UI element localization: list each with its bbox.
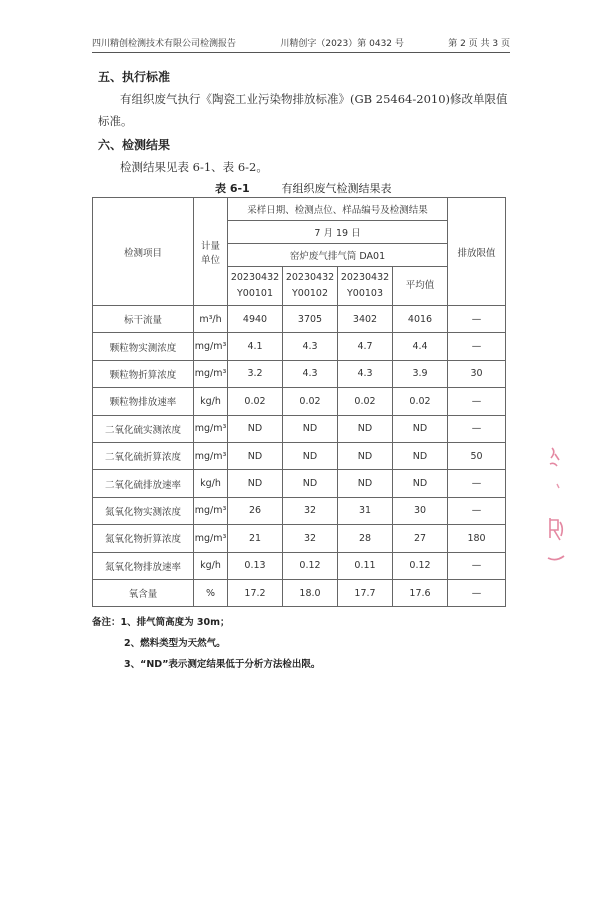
row-value-2: 4.3 bbox=[283, 333, 338, 360]
row-unit: mg/m³ bbox=[194, 497, 228, 524]
row-item: 二氧化硫排放速率 bbox=[93, 470, 194, 497]
row-limit: — bbox=[448, 470, 506, 497]
row-value-2: ND bbox=[283, 415, 338, 442]
header-point: 窑炉废气排气筒 DA01 bbox=[228, 244, 448, 267]
row-value-3: 4.7 bbox=[338, 333, 393, 360]
table-row bbox=[93, 552, 506, 579]
row-unit: kg/h bbox=[194, 552, 228, 579]
row-value-3: 17.7 bbox=[338, 579, 393, 606]
row-unit: mg/m³ bbox=[194, 360, 228, 387]
row-value-3: 4.3 bbox=[338, 360, 393, 387]
row-unit: kg/h bbox=[194, 470, 228, 497]
row-item: 氧含量 bbox=[93, 579, 194, 606]
row-value-2: ND bbox=[283, 442, 338, 469]
header-sample-3: 20230432 Y00103 bbox=[338, 267, 393, 306]
row-item: 标干流量 bbox=[93, 306, 194, 333]
row-average: 27 bbox=[393, 525, 448, 552]
row-average: ND bbox=[393, 442, 448, 469]
row-item: 氮氧化物折算浓度 bbox=[93, 525, 194, 552]
row-item: 氮氧化物排放速率 bbox=[93, 552, 194, 579]
table-row bbox=[93, 579, 506, 606]
header-group: 采样日期、检测点位、样品编号及检测结果 bbox=[228, 198, 448, 221]
row-value-2: 0.12 bbox=[283, 552, 338, 579]
row-value-1: ND bbox=[228, 470, 283, 497]
header-date: 7 月 19 日 bbox=[228, 221, 448, 244]
table-caption-number: 表 6-1 bbox=[215, 182, 250, 195]
row-average: 0.02 bbox=[393, 388, 448, 415]
header-sample-2: 20230432 Y00102 bbox=[283, 267, 338, 306]
header-limit: 排放限值 bbox=[448, 198, 506, 306]
row-value-1: 0.02 bbox=[228, 388, 283, 415]
row-item: 氮氧化物实测浓度 bbox=[93, 497, 194, 524]
row-limit: — bbox=[448, 306, 506, 333]
section5-title: 五、执行标准 bbox=[98, 70, 171, 84]
table-row bbox=[93, 333, 506, 360]
row-value-3: ND bbox=[338, 415, 393, 442]
row-average: 0.12 bbox=[393, 552, 448, 579]
row-average: 17.6 bbox=[393, 579, 448, 606]
note-item-2: 2、燃料类型为天然气。 bbox=[124, 638, 226, 649]
table-row bbox=[93, 415, 506, 442]
row-limit: — bbox=[448, 552, 506, 579]
note-item-1: 1、排气筒高度为 30m； bbox=[120, 617, 230, 628]
row-unit: % bbox=[194, 579, 228, 606]
row-value-1: 17.2 bbox=[228, 579, 283, 606]
row-value-3: 0.02 bbox=[338, 388, 393, 415]
section5-text-content: 有组织废气执行《陶瓷工业污染物排放标准》(GB 25464-2010)修改单限值标准。 bbox=[98, 92, 508, 128]
row-unit: m³/h bbox=[194, 306, 228, 333]
table-row bbox=[93, 388, 506, 415]
note-line-1 bbox=[92, 612, 320, 633]
table-row bbox=[93, 306, 506, 333]
table-row bbox=[93, 442, 506, 469]
row-item: 二氧化硫折算浓度 bbox=[93, 442, 194, 469]
header-report-no: 川精创字（2023）第 0432 号 bbox=[280, 39, 404, 49]
header-page-info: 第 2 页 共 3 页 bbox=[448, 39, 510, 49]
row-value-1: 4940 bbox=[228, 306, 283, 333]
row-limit: — bbox=[448, 333, 506, 360]
red-seal-mark bbox=[542, 440, 572, 580]
section6-text bbox=[98, 156, 510, 178]
section6-text-content: 检测结果见表 6-1、表 6-2。 bbox=[120, 160, 268, 174]
row-limit: 50 bbox=[448, 442, 506, 469]
row-limit: — bbox=[448, 497, 506, 524]
row-item: 颗粒物折算浓度 bbox=[93, 360, 194, 387]
row-average: 4016 bbox=[393, 306, 448, 333]
notes-label: 备注： bbox=[92, 617, 121, 628]
row-unit: mg/m³ bbox=[194, 442, 228, 469]
notes bbox=[92, 612, 320, 675]
row-value-3: 28 bbox=[338, 525, 393, 552]
header-avg: 平均值 bbox=[393, 267, 448, 306]
row-limit: — bbox=[448, 579, 506, 606]
row-average: ND bbox=[393, 470, 448, 497]
header-unit: 计量 单位 bbox=[194, 198, 228, 306]
row-value-1: 26 bbox=[228, 497, 283, 524]
row-value-3: 31 bbox=[338, 497, 393, 524]
row-value-1: 4.1 bbox=[228, 333, 283, 360]
row-value-3: ND bbox=[338, 442, 393, 469]
table-row bbox=[93, 360, 506, 387]
header-divider bbox=[92, 52, 510, 53]
table-caption-title: 有组织废气检测结果表 bbox=[281, 182, 392, 195]
note-line-3 bbox=[92, 654, 320, 675]
row-value-2: 18.0 bbox=[283, 579, 338, 606]
row-item: 颗粒物实测浓度 bbox=[93, 333, 194, 360]
row-unit: mg/m³ bbox=[194, 415, 228, 442]
row-value-1: 3.2 bbox=[228, 360, 283, 387]
row-item: 二氧化硫实测浓度 bbox=[93, 415, 194, 442]
section5-text bbox=[98, 88, 510, 132]
row-value-2: ND bbox=[283, 470, 338, 497]
row-value-1: ND bbox=[228, 442, 283, 469]
row-average: 4.4 bbox=[393, 333, 448, 360]
results-table bbox=[92, 197, 506, 607]
table-row bbox=[93, 525, 506, 552]
note-item-3: 3、“ND”表示测定结果低于分析方法检出限。 bbox=[124, 659, 321, 670]
row-value-1: 0.13 bbox=[228, 552, 283, 579]
results-table-body bbox=[93, 306, 506, 607]
note-line-2 bbox=[92, 633, 320, 654]
header-company: 四川精创检测技术有限公司检测报告 bbox=[92, 39, 237, 49]
table-row bbox=[93, 497, 506, 524]
row-value-3: 3402 bbox=[338, 306, 393, 333]
row-value-2: 32 bbox=[283, 525, 338, 552]
table-row bbox=[93, 470, 506, 497]
row-average: 3.9 bbox=[393, 360, 448, 387]
row-average: 30 bbox=[393, 497, 448, 524]
row-value-2: 3705 bbox=[283, 306, 338, 333]
row-item: 颗粒物排放速率 bbox=[93, 388, 194, 415]
row-value-1: ND bbox=[228, 415, 283, 442]
row-limit: 30 bbox=[448, 360, 506, 387]
row-value-3: ND bbox=[338, 470, 393, 497]
header-item: 检测项目 bbox=[93, 198, 194, 306]
row-limit: — bbox=[448, 388, 506, 415]
section6-title: 六、检测结果 bbox=[98, 138, 171, 152]
row-average: ND bbox=[393, 415, 448, 442]
page-header bbox=[92, 36, 510, 49]
row-limit: — bbox=[448, 415, 506, 442]
table-caption bbox=[215, 180, 392, 196]
row-value-1: 21 bbox=[228, 525, 283, 552]
row-limit: 180 bbox=[448, 525, 506, 552]
row-unit: mg/m³ bbox=[194, 525, 228, 552]
header-sample-1: 20230432 Y00101 bbox=[228, 267, 283, 306]
row-unit: kg/h bbox=[194, 388, 228, 415]
row-value-2: 32 bbox=[283, 497, 338, 524]
row-value-2: 0.02 bbox=[283, 388, 338, 415]
row-value-3: 0.11 bbox=[338, 552, 393, 579]
row-unit: mg/m³ bbox=[194, 333, 228, 360]
row-value-2: 4.3 bbox=[283, 360, 338, 387]
